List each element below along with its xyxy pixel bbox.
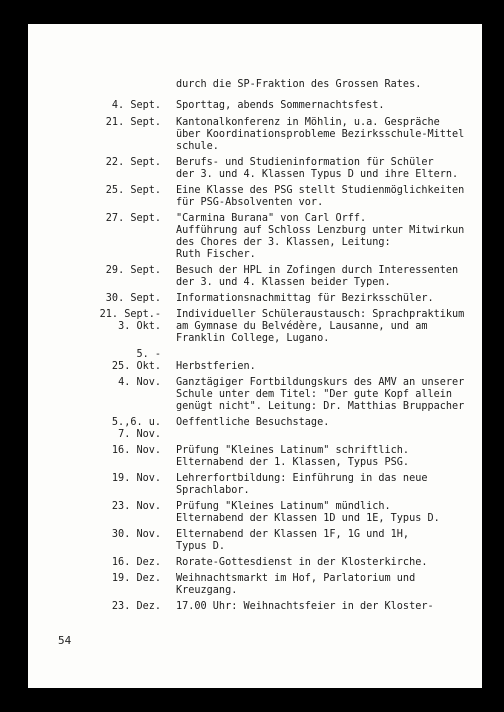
entry-date: 4. Sept. xyxy=(111,100,161,111)
document-page xyxy=(28,24,482,688)
entry-date: 23. Nov. xyxy=(111,501,161,512)
entry-date: 19. Nov. xyxy=(111,473,161,484)
entry-date: 21. Sept.- xyxy=(99,309,161,320)
entry-text: genügt nicht". Leitung: Dr. Matthias Bruppacher xyxy=(176,401,465,412)
entry-text: Schule unter dem Titel: "Der gute Kopf allein xyxy=(176,389,453,400)
entry-text: Prüfung "Kleines Latinum" mündlich. xyxy=(176,501,391,512)
entry-text: über Koordinationsprobleme Bezirksschule-Mittel xyxy=(176,129,465,140)
entry-date: 22. Sept. xyxy=(105,157,161,168)
entry-text: Kantonalkonferenz in Möhlin, u.a. Gespräche xyxy=(176,117,440,128)
entry-text: Elternabend der Klassen 1D und 1E, Typus D. xyxy=(176,513,440,524)
entry-text: Ganztägiger Fortbildungskurs des AMV an unserer xyxy=(176,377,465,388)
entry-date: 21. Sept. xyxy=(105,117,161,128)
entry-date: 3. Okt. xyxy=(118,321,161,332)
entry-date: 25. Okt. xyxy=(111,361,161,372)
entry-text: Elternabend der Klassen 1F, 1G und 1H, xyxy=(176,529,410,540)
entry-text: Weihnachtsmarkt im Hof, Parlatorium und xyxy=(176,573,416,584)
entry-text: Franklin College, Lugano. xyxy=(176,333,330,344)
entry-text: schule. xyxy=(176,141,219,152)
entry-text: Lehrerfortbildung: Einführung in das neue xyxy=(176,473,428,484)
entry-date: 19. Dez. xyxy=(111,573,161,584)
entry-text: Aufführung auf Schloss Lenzburg unter Mitwirkun xyxy=(176,225,465,236)
entry-text: Sprachlabor. xyxy=(176,485,250,496)
entry-text: am Gymnase du Belvédère, Lausanne, und am xyxy=(176,321,428,332)
entry-text: Herbstferien. xyxy=(176,361,256,372)
entry-date: 25. Sept. xyxy=(105,185,161,196)
entry-date: 16. Dez. xyxy=(111,557,161,568)
entry-text: durch die SP-Fraktion des Grossen Rates. xyxy=(176,79,422,90)
entry-text: Informationsnachmittag für Bezirksschüler. xyxy=(176,293,434,304)
entry-text: der 3. und 4. Klassen Typus D und ihre Eltern. xyxy=(176,169,459,180)
entry-date: 16. Nov. xyxy=(111,445,161,456)
entry-date: 29. Sept. xyxy=(105,265,161,276)
entry-text: Typus D. xyxy=(176,541,226,552)
entry-date: 27. Sept. xyxy=(105,213,161,224)
entry-text: für PSG-Absolventen vor. xyxy=(176,197,324,208)
entry-date: 5.,6. u. xyxy=(111,417,161,428)
entry-text: Kreuzgang. xyxy=(176,585,238,596)
entry-text: Elternabend der 1. Klassen, Typus PSG. xyxy=(176,457,410,468)
entry-text: Sporttag, abends Sommernachtsfest. xyxy=(176,100,385,111)
entry-text: Eine Klasse des PSG stellt Studienmöglichkeiten xyxy=(176,185,465,196)
entry-date: 4. Nov. xyxy=(118,377,161,388)
entry-date: 30. Nov. xyxy=(111,529,161,540)
entry-text: Oeffentliche Besuchstage. xyxy=(176,417,330,428)
entry-text: Prüfung "Kleines Latinum" schriftlich. xyxy=(176,445,410,456)
entry-date: 30. Sept. xyxy=(105,293,161,304)
entry-text: Berufs- und Studieninformation für Schüler xyxy=(176,157,434,168)
page-number: 54 xyxy=(58,634,72,647)
entry-date: 7. Nov. xyxy=(118,429,161,440)
entry-text: 17.00 Uhr: Weihnachtsfeier in der Kloster- xyxy=(176,601,434,612)
entry-date: 5. - xyxy=(136,349,161,360)
entry-text: Rorate-Gottesdienst in der Klosterkirche. xyxy=(176,557,428,568)
entry-text: Individueller Schüleraustausch: Sprachpraktikum xyxy=(176,309,465,320)
entry-date: 23. Dez. xyxy=(111,601,161,612)
entry-text: Ruth Fischer. xyxy=(176,249,256,260)
entry-text: des Chores der 3. Klassen, Leitung: xyxy=(176,237,391,248)
entry-text: der 3. und 4. Klassen beider Typen. xyxy=(176,277,391,288)
entry-text: Besuch der HPL in Zofingen durch Interessenten xyxy=(176,265,459,276)
entry-text: "Carmina Burana" von Carl Orff. xyxy=(176,213,367,224)
